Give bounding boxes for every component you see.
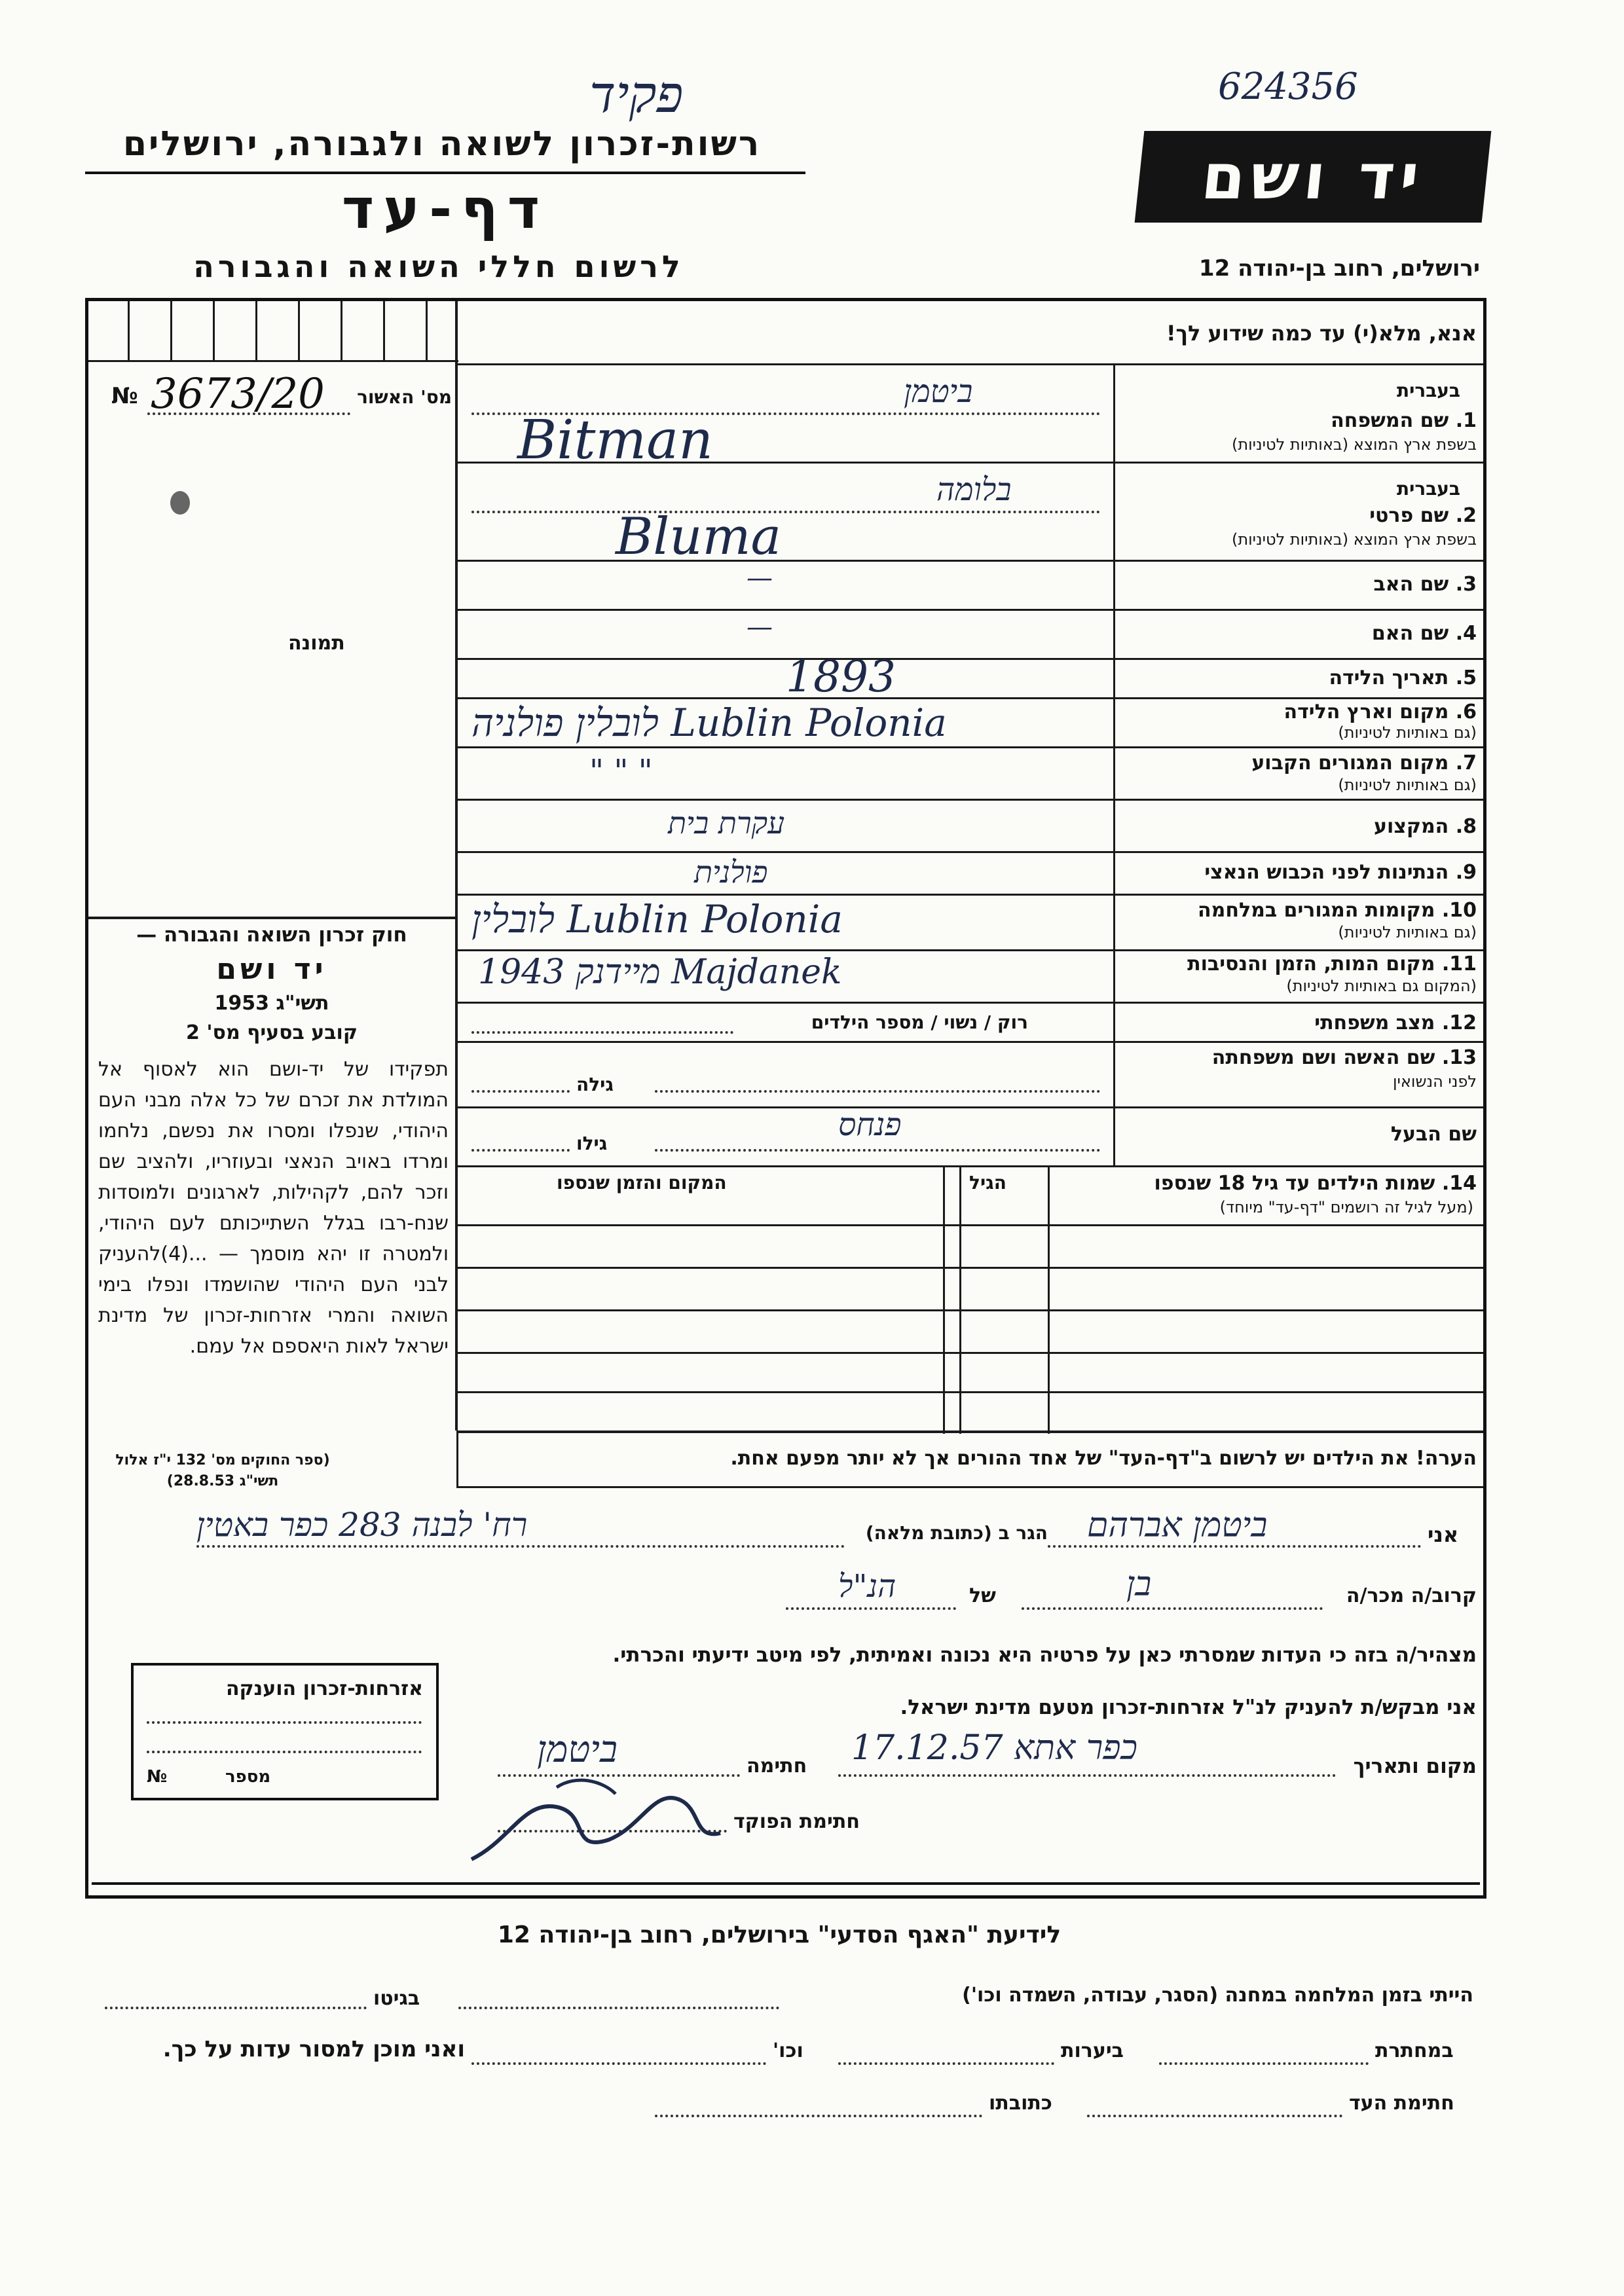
- place-date-label: מקום ותאריך: [1353, 1755, 1477, 1778]
- family-status-options[interactable]: רוק / נשוי / מספר הילדים: [811, 1011, 1028, 1033]
- family-status-label: 12. מצב משפחתי: [1314, 1011, 1477, 1034]
- authority-name: רשות-זכרון לשואה ולגבורה, ירושלים: [122, 124, 762, 164]
- wife-age-label: גילה: [576, 1074, 614, 1095]
- death-place-value[interactable]: מיידנק 1943 Majdanek: [478, 953, 842, 992]
- form-subtitle: לרשום חללי השואה והגבורה: [193, 249, 684, 284]
- approval-prefix: №: [111, 383, 138, 409]
- residence-value[interactable]: " " ": [589, 753, 653, 790]
- wartime-residence-sublabel: (גם באותיות לטיניות): [1338, 923, 1477, 941]
- family-name-hebrew[interactable]: ביטמן: [904, 373, 973, 410]
- bottom-willing-text: ואני מוכן למסור עדות על כך.: [162, 2036, 465, 2062]
- handwritten-record-number: 624356: [1218, 65, 1358, 108]
- family-name-sublabel: בשפת ארץ המוצא (באותיות לטיניות): [1232, 435, 1477, 454]
- residence-label: 7. מקום המגורים הקבוע: [1251, 752, 1477, 774]
- first-name-hebrew[interactable]: בלומה: [936, 471, 1012, 508]
- left-panel-divider: [455, 301, 458, 1430]
- relation-value[interactable]: בן: [1126, 1565, 1152, 1604]
- birth-place-value[interactable]: לובלין פולניה Lublin Polonia: [471, 701, 947, 745]
- wife-name-sublabel: לפני הנשואין: [1392, 1072, 1477, 1091]
- death-place-sublabel: (המקום גם באותיות לטיניות): [1286, 977, 1477, 995]
- occupation-value[interactable]: עקרת בית: [668, 805, 785, 841]
- signature-label: חתימה: [747, 1755, 807, 1777]
- witness-address-label: כתובתו: [989, 2092, 1052, 2115]
- birth-place-label: 6. מקום וארץ הלידה: [1283, 701, 1477, 723]
- birth-date-label: 5. תאריך הלידה: [1329, 666, 1477, 689]
- citizenship-box-prefix: №: [147, 1767, 168, 1787]
- approval-number: 3673/20: [151, 370, 325, 418]
- handwritten-note-top: פקיד: [589, 65, 684, 124]
- wife-name-label: 13. שם האשה ושם משפחתה: [1211, 1046, 1477, 1069]
- wartime-residence-label: 10. מקומות המגורים במלחמה: [1198, 899, 1477, 922]
- official-signature: [458, 1761, 733, 1872]
- birth-date-value[interactable]: 1893: [786, 651, 896, 702]
- bottom-line1-text: הייתי בזמן המלחמה במחנה (הסגר, עבודה, השמדה וכו'): [962, 1984, 1473, 2007]
- bottom-ghetto-label: בגיטו: [373, 1987, 420, 2010]
- citizenship-box-number-label: מספר: [225, 1767, 271, 1787]
- first-name-sublabel: בשפת ארץ המוצא (באותיות לטיניות): [1232, 530, 1477, 549]
- first-name-label: 2. שם פרטי: [1369, 504, 1477, 527]
- children-label: 14. שמות הילדים עד גיל 18 שנספו: [1154, 1172, 1477, 1195]
- residence-sublabel: (גם באותיות לטיניות): [1338, 776, 1477, 794]
- tick-boxes: [88, 301, 455, 360]
- place-date-value[interactable]: כפר אתא 17.12.57: [851, 1728, 1137, 1768]
- declarant-address[interactable]: רח' לבנה 283 כפר באטין: [196, 1506, 528, 1544]
- children-sublabel: (מעל לגיל זה רושמים "דף-עד" מיוחד): [1219, 1198, 1473, 1216]
- signature-value[interactable]: ביטמן: [537, 1728, 618, 1771]
- children-col-place: המקום והזמן שנספו: [557, 1172, 727, 1194]
- relation-label: קרוב/ה מכר/ה: [1346, 1584, 1477, 1607]
- occupation-label: 8. המקצוע: [1374, 815, 1477, 838]
- approval-label: מס' האשור: [357, 386, 452, 408]
- form-title: דף-עד: [341, 177, 549, 241]
- father-name-value[interactable]: —: [747, 563, 773, 593]
- law-title: חוק זכרון השואה והגבורה —: [136, 923, 407, 947]
- bottom-title: לידיעת "האגף הסדעי" בירושלים, רחוב בן-יהודה 12: [497, 1922, 1061, 1948]
- field-tag-hebrew-2: בעברית: [1396, 478, 1460, 500]
- fill-instruction: אנא, מלא(י) עד כמה שידוע לך!: [1166, 321, 1477, 346]
- family-name-value[interactable]: Bitman: [517, 409, 713, 471]
- law-name: יד ושם: [216, 953, 327, 986]
- citizenship-label: 9. הנתינות לפני הכבוש הנאצי: [1204, 861, 1477, 884]
- photo-label: תמונה: [288, 632, 345, 655]
- photo-area: [92, 419, 452, 917]
- citizenship-request: אני מבקש/ת להעניק לנ"ל אזרחות-זכרון מטעם מדינת ישראל.: [900, 1696, 1477, 1719]
- husband-age-label: גילו: [576, 1133, 608, 1154]
- bottom-forests-label: ביערות: [1061, 2039, 1124, 2062]
- law-reference: (ספר החוקים מס' 132 י"ז אלול תשי"ג 28.8.53): [115, 1452, 330, 1489]
- declarant-label: אני: [1428, 1522, 1459, 1547]
- husband-name-value[interactable]: פנחס: [838, 1106, 902, 1143]
- yad-vashem-logo: יד ושם: [1135, 131, 1492, 223]
- bottom-etc-label: וכו': [773, 2039, 803, 2062]
- father-name-label: 3. שם האב: [1373, 573, 1477, 596]
- children-col-age: הגיל: [969, 1172, 1006, 1194]
- law-year: תשי"ג 1953: [214, 992, 329, 1015]
- mother-name-value[interactable]: —: [747, 612, 773, 642]
- birth-place-sublabel: (גם באותיות לטיניות): [1338, 723, 1477, 742]
- citizenship-box-title: אזרחות-זכרון הוענקה: [225, 1677, 423, 1700]
- relation-of-value[interactable]: הנ"ל: [838, 1568, 896, 1605]
- office-address: ירושלים, רחוב בן-יהודה 12: [1198, 255, 1480, 282]
- children-note: הערה! את הילדים יש לרשום ב"דף-העד" של אחד ההורים אך לא יותר מפעם אחת.: [730, 1447, 1477, 1470]
- bottom-underground-label: במחתרת: [1375, 2039, 1454, 2062]
- bottom-separator: [92, 1882, 1480, 1885]
- law-text: תפקידו של יד-ושם הוא לאסוף אל המולדת את זכרם של כל אלה מבני העם היהודי, שנפלו ומסרו את נפשם, נלחמו ומרדו באויב הנאצי ובעוזריו, ולהציב שם וזכר להם, לקהילות, לארגונים ולמוסדות שנח-רבו בגלל השתייכותם לעם היהודי, ולמטרה זו יהא מוסמך — ...(4)להעניק לבני העם היהודי שהושמדו ונפלו בימי השואה והמרי אזרחות-זכרון של מדינת ישראל לאות היאספם אל עמם.: [98, 1058, 449, 1358]
- official-signature-label: חתימת הפוקד: [733, 1810, 860, 1833]
- citizenship-box: [131, 1663, 439, 1800]
- wartime-residence-value[interactable]: לובלין Lublin Polonia: [471, 897, 843, 941]
- relation-of-label: של: [969, 1584, 996, 1607]
- first-name-value[interactable]: Bluma: [616, 507, 781, 566]
- death-place-label: 11. מקום המות, הזמן והנסיבות: [1187, 953, 1477, 975]
- husband-name-label: שם הבעל: [1390, 1123, 1477, 1146]
- family-name-label: 1. שם המשפחה: [1331, 409, 1477, 432]
- declarant-name[interactable]: ביטמן אברהם: [1087, 1506, 1268, 1545]
- law-clause: קובע בסעיף מס' 2: [186, 1021, 358, 1044]
- field-tag-hebrew: בעברית: [1396, 380, 1460, 401]
- witness-signature-label: חתימת העד: [1349, 2092, 1454, 2115]
- declaration-statement: מצהיר/ה בזה כי העדות שמסרתי כאן על פרטיה היא נכונה ואמיתית, לפי מיטב ידיעתי והכרתי.: [612, 1643, 1477, 1667]
- mother-name-label: 4. שם האם: [1371, 622, 1477, 645]
- citizenship-value[interactable]: פולנית: [694, 854, 768, 890]
- address-label: הגר ב (כתובת מלאה): [865, 1522, 1048, 1544]
